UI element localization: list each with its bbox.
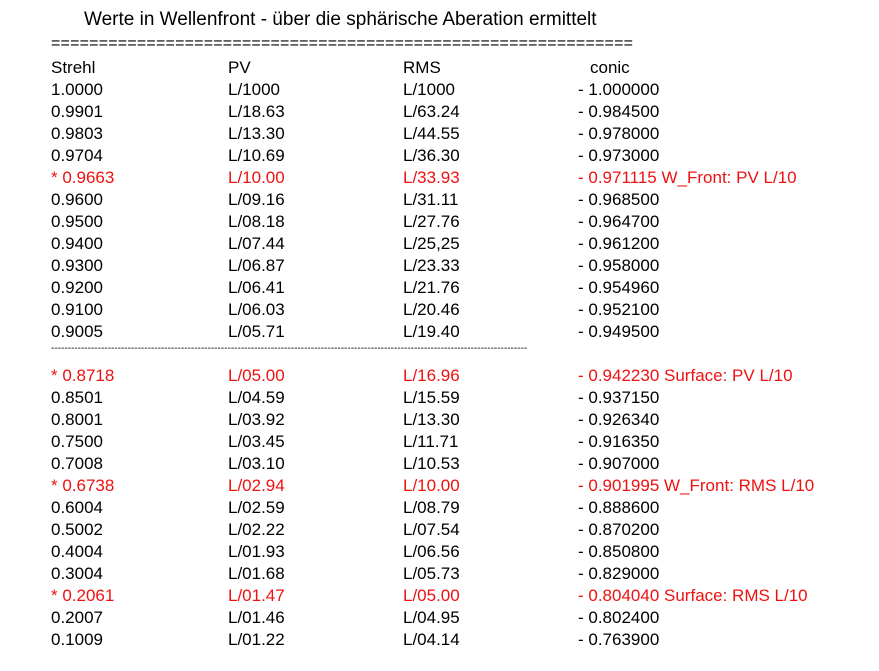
cell-pv: L/06.87 xyxy=(228,256,285,275)
cell-strehl: 0.9300 xyxy=(51,256,103,275)
cell-strehl: * 0.2061 xyxy=(51,586,115,605)
cell-rms: L/13.30 xyxy=(403,410,460,429)
cell-pv: L/03.10 xyxy=(228,454,285,473)
cell-strehl: 0.6004 xyxy=(51,498,103,517)
cell-pv: L/10.00 xyxy=(228,168,285,187)
header-strehl: Strehl xyxy=(51,58,96,77)
cell-rms: L/05.73 xyxy=(403,564,460,583)
cell-strehl: 0.9005 xyxy=(51,322,103,341)
cell-conic: - 0.926340 xyxy=(578,410,660,429)
cell-pv: L/02.59 xyxy=(228,498,285,517)
cell-rms: L/36.30 xyxy=(403,146,460,165)
cell-rms: L/25,25 xyxy=(403,234,460,253)
cell-strehl: 0.2007 xyxy=(51,608,103,627)
separator-dashed-line: ----------------------------------------------------------------------------------------------------------------------------------------------- xyxy=(51,343,528,354)
cell-rms: L/23.33 xyxy=(403,256,460,275)
cell-rms: L/10.00 xyxy=(403,476,460,495)
cell-pv: L/09.16 xyxy=(228,190,285,209)
cell-rms: L/31.11 xyxy=(403,190,459,209)
cell-rms: L/10.53 xyxy=(403,454,460,473)
cell-conic: - 0.916350 xyxy=(578,432,660,451)
cell-conic: - 0.973000 xyxy=(578,146,660,165)
header-pv: PV xyxy=(228,58,251,77)
cell-pv: L/01.46 xyxy=(228,608,285,627)
cell-strehl: 1.0000 xyxy=(51,80,103,99)
cell-rms: L/1000 xyxy=(403,80,455,99)
cell-conic: - 0.961200 xyxy=(578,234,660,253)
cell-strehl: 0.9100 xyxy=(51,300,103,319)
cell-pv: L/05.71 xyxy=(228,322,285,341)
cell-strehl: 0.8001 xyxy=(51,410,103,429)
cell-pv: L/03.92 xyxy=(228,410,285,429)
cell-strehl: 0.9704 xyxy=(51,146,103,165)
cell-rms: L/04.14 xyxy=(403,630,460,649)
cell-strehl: * 0.6738 xyxy=(51,476,115,495)
cell-strehl: 0.9200 xyxy=(51,278,103,297)
cell-strehl: 0.1009 xyxy=(51,630,103,649)
separator-double-line: ============================================================= xyxy=(51,35,634,52)
cell-rms: L/44.55 xyxy=(403,124,460,143)
cell-strehl: 0.9803 xyxy=(51,124,103,143)
cell-rms: L/27.76 xyxy=(403,212,460,231)
cell-rms: L/04.95 xyxy=(403,608,460,627)
cell-strehl: * 0.9663 xyxy=(51,168,115,187)
cell-pv: L/04.59 xyxy=(228,388,285,407)
cell-pv: L/06.41 xyxy=(228,278,285,297)
cell-strehl: * 0.8718 xyxy=(51,366,115,385)
header-rms: RMS xyxy=(403,58,441,77)
cell-strehl: 0.8501 xyxy=(51,388,103,407)
cell-pv: L/02.94 xyxy=(228,476,285,495)
cell-pv: L/13.30 xyxy=(228,124,285,143)
cell-rms: L/63.24 xyxy=(403,102,460,121)
cell-conic: - 0.829000 xyxy=(578,564,660,583)
cell-pv: L/01.93 xyxy=(228,542,285,561)
cell-rms: L/21.76 xyxy=(403,278,460,297)
cell-pv: L/08.18 xyxy=(228,212,285,231)
cell-strehl: 0.9400 xyxy=(51,234,103,253)
cell-conic: - 0.958000 xyxy=(578,256,660,275)
cell-strehl: 0.5002 xyxy=(51,520,103,539)
cell-conic: - 0.954960 xyxy=(578,278,660,297)
cell-pv: L/07.44 xyxy=(228,234,285,253)
cell-conic: - 0.968500 xyxy=(578,190,660,209)
cell-rms: L/06.56 xyxy=(403,542,460,561)
cell-conic: - 0.964700 xyxy=(578,212,660,231)
cell-strehl: 0.9500 xyxy=(51,212,103,231)
cell-conic: - 0.888600 xyxy=(578,498,660,517)
cell-conic: - 0.763900 xyxy=(578,630,660,649)
cell-pv: L/03.45 xyxy=(228,432,285,451)
cell-strehl: 0.3004 xyxy=(51,564,103,583)
cell-strehl: 0.9901 xyxy=(51,102,103,121)
cell-pv: L/01.22 xyxy=(228,630,285,649)
cell-rms: L/19.40 xyxy=(403,322,460,341)
cell-rms: L/11.71 xyxy=(403,432,459,451)
cell-conic: - 0.901995 W_Front: RMS L/10 xyxy=(578,476,815,495)
cell-pv: L/06.03 xyxy=(228,300,285,319)
cell-pv: L/10.69 xyxy=(228,146,285,165)
cell-rms: L/33.93 xyxy=(403,168,460,187)
header-conic: conic xyxy=(590,58,630,77)
cell-conic: - 0.907000 xyxy=(578,454,660,473)
cell-pv: L/1000 xyxy=(228,80,280,99)
cell-pv: L/18.63 xyxy=(228,102,285,121)
cell-conic: - 0.804040 Surface: RMS L/10 xyxy=(578,586,808,605)
cell-conic: - 0.802400 xyxy=(578,608,660,627)
cell-strehl: 0.7008 xyxy=(51,454,103,473)
cell-rms: L/20.46 xyxy=(403,300,460,319)
cell-conic: - 0.984500 xyxy=(578,102,660,121)
page-title: Werte in Wellenfront - über die sphärische Aberation ermittelt xyxy=(84,9,597,30)
cell-rms: L/05.00 xyxy=(403,586,460,605)
cell-conic: - 0.949500 xyxy=(578,322,660,341)
cell-conic: - 0.937150 xyxy=(578,388,660,407)
cell-pv: L/01.47 xyxy=(228,586,285,605)
cell-rms: L/16.96 xyxy=(403,366,460,385)
cell-pv: L/05.00 xyxy=(228,366,285,385)
cell-conic: - 0.870200 xyxy=(578,520,660,539)
cell-strehl: 0.4004 xyxy=(51,542,103,561)
cell-strehl: 0.9600 xyxy=(51,190,103,209)
cell-conic: - 0.942230 Surface: PV L/10 xyxy=(578,366,793,385)
cell-conic: - 0.978000 xyxy=(578,124,660,143)
cell-rms: L/15.59 xyxy=(403,388,460,407)
cell-rms: L/08.79 xyxy=(403,498,460,517)
cell-conic: - 0.971115 W_Front: PV L/10 xyxy=(578,168,797,187)
cell-conic: - 1.000000 xyxy=(578,80,660,99)
cell-pv: L/02.22 xyxy=(228,520,285,539)
cell-conic: - 0.952100 xyxy=(578,300,660,319)
cell-strehl: 0.7500 xyxy=(51,432,103,451)
cell-rms: L/07.54 xyxy=(403,520,460,539)
cell-conic: - 0.850800 xyxy=(578,542,660,561)
cell-pv: L/01.68 xyxy=(228,564,285,583)
